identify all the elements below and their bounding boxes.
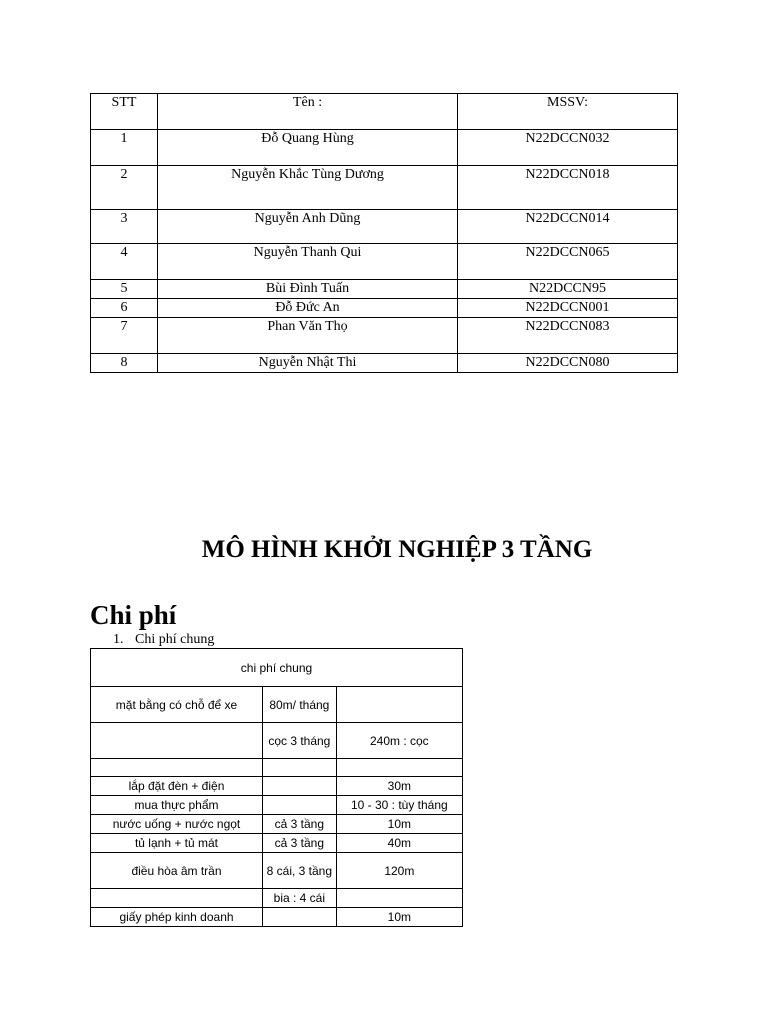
cost-amount: 120m <box>336 853 462 889</box>
row-name: Nguyễn Anh Dũng <box>158 210 458 244</box>
row-stt: 6 <box>91 299 158 318</box>
row-mssv: N22DCCN032 <box>458 130 678 166</box>
row-stt: 3 <box>91 210 158 244</box>
table-row <box>91 210 678 244</box>
cost-item: mua thực phẩm <box>91 796 263 815</box>
table-header-row <box>91 94 678 130</box>
cost-amount <box>336 889 462 908</box>
cost-note: 80m/ tháng <box>263 687 337 723</box>
row-stt: 8 <box>91 354 158 373</box>
list-text: Chi phí chung <box>135 632 215 647</box>
table-row <box>91 130 678 166</box>
cost-amount: 10 - 30 : tùy tháng <box>336 796 462 815</box>
cost-note <box>263 759 337 777</box>
cost-item: lắp đặt đèn + điện <box>91 777 263 796</box>
cost-item <box>91 889 263 908</box>
row-mssv: N22DCCN083 <box>458 318 678 354</box>
table-row <box>91 687 463 723</box>
row-name: Đỗ Quang Hùng <box>158 130 458 166</box>
table-row <box>91 318 678 354</box>
table-row <box>91 723 463 759</box>
table-row <box>91 166 678 210</box>
cost-item <box>91 723 263 759</box>
table-header-row <box>91 649 463 687</box>
table-row <box>91 299 678 318</box>
table-row <box>91 777 463 796</box>
table-row <box>91 354 678 373</box>
cost-amount <box>336 759 462 777</box>
row-mssv: N22DCCN001 <box>458 299 678 318</box>
page-title: MÔ HÌNH KHỞI NGHIỆP 3 TẦNG <box>201 536 593 563</box>
row-mssv: N22DCCN080 <box>458 354 678 373</box>
table-row <box>91 853 463 889</box>
table-row <box>91 815 463 834</box>
cost-amount: 10m <box>336 815 462 834</box>
cost-note <box>263 908 337 927</box>
cost-item: tủ lạnh + tủ mát <box>91 834 263 853</box>
cost-amount: 240m : cọc <box>336 723 462 759</box>
cost-item: giấy phép kinh doanh <box>91 908 263 927</box>
table-row <box>91 834 463 853</box>
cost-item: nước uống + nước ngọt <box>91 815 263 834</box>
table-row <box>91 908 463 927</box>
cost-amount: 40m <box>336 834 462 853</box>
section-heading: Chi phí <box>90 600 177 630</box>
student-table <box>90 93 678 373</box>
cost-note: 8 cái, 3 tầng <box>263 853 337 889</box>
row-name: Nguyễn Nhật Thi <box>158 354 458 373</box>
cost-table <box>90 648 463 927</box>
cost-note: bia : 4 cái <box>263 889 337 908</box>
cost-item: mặt bằng có chỗ để xe <box>91 687 263 723</box>
row-stt: 4 <box>91 244 158 280</box>
list-item <box>113 631 214 649</box>
cost-header: chi phí chung <box>91 649 463 687</box>
list-number: 1. <box>113 632 124 647</box>
row-name: Bùi Đình Tuấn <box>158 280 458 299</box>
row-mssv: N22DCCN065 <box>458 244 678 280</box>
row-name: Nguyễn Khắc Tùng Dương <box>158 166 458 210</box>
row-name: Phan Văn Thọ <box>158 318 458 354</box>
header-name: Tên : <box>158 94 458 130</box>
row-mssv: N22DCCN018 <box>458 166 678 210</box>
cost-note: cả 3 tầng <box>263 834 337 853</box>
table-row <box>91 244 678 280</box>
row-stt: 1 <box>91 130 158 166</box>
cost-amount: 30m <box>336 777 462 796</box>
row-name: Nguyễn Thanh Qui <box>158 244 458 280</box>
table-row <box>91 759 463 777</box>
table-row <box>91 796 463 815</box>
row-mssv: N22DCCN014 <box>458 210 678 244</box>
cost-amount <box>336 687 462 723</box>
row-stt: 5 <box>91 280 158 299</box>
cost-note: cả 3 tầng <box>263 815 337 834</box>
table-row <box>91 280 678 299</box>
row-stt: 2 <box>91 166 158 210</box>
header-mssv: MSSV: <box>458 94 678 130</box>
cost-amount: 10m <box>336 908 462 927</box>
cost-item <box>91 759 263 777</box>
row-stt: 7 <box>91 318 158 354</box>
row-name: Đỗ Đức An <box>158 299 458 318</box>
header-stt: STT <box>91 94 158 130</box>
cost-item: điều hòa âm trần <box>91 853 263 889</box>
cost-note <box>263 796 337 815</box>
cost-note <box>263 777 337 796</box>
cost-note: cọc 3 tháng <box>263 723 337 759</box>
table-row <box>91 889 463 908</box>
row-mssv: N22DCCN95 <box>458 280 678 299</box>
